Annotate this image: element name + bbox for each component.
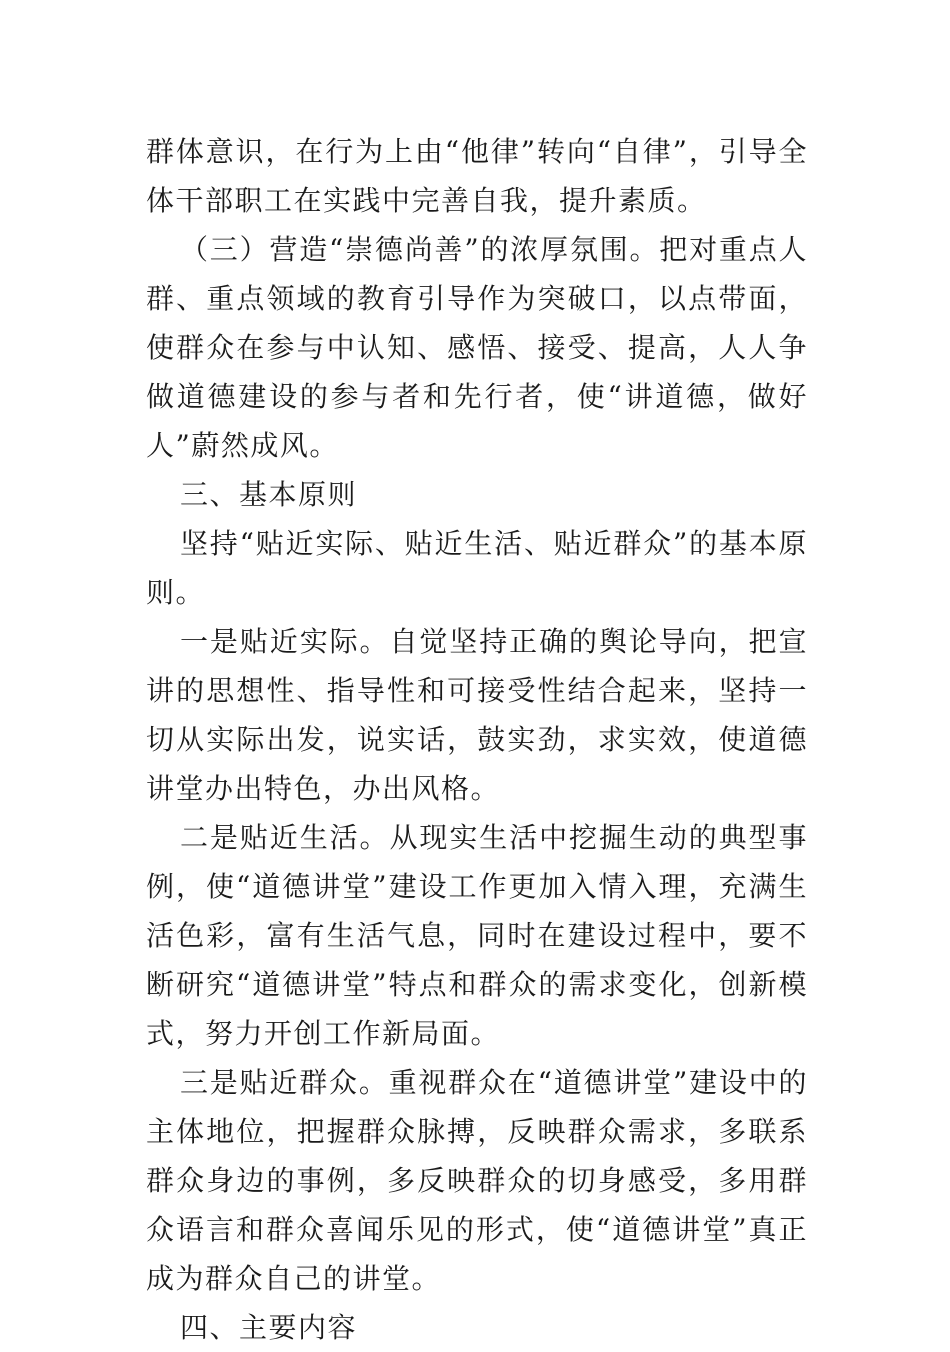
- paragraph-close-to-life: 二是贴近生活。从现实生活中挖掘生动的典型事例，使“道德讲堂”建设工作更加入情入理，充满生活色彩，富有生活气息，同时在建设过程中，要不断研究“道德讲堂”特点和群众的需求变化，创新模式，努力开创工作新局面。: [146, 821, 808, 1050]
- paragraph-principles-summary: 坚持“贴近实际、贴近生活、贴近群众”的基本原则。: [146, 527, 808, 609]
- section-heading-principles: 三、基本原则: [180, 478, 358, 511]
- paragraph-atmosphere: （三）营造“崇德尚善”的浓厚氛围。把对重点人群、重点领域的教育引导作为突破口，以点带面，使群众在参与中认知、感悟、接受、提高，人人争做道德建设的参与者和先行者，使“讲道德，做好人”蔚然成风。: [146, 233, 808, 462]
- section-heading-main-content: 四、主要内容: [180, 1311, 358, 1344]
- paragraph-close-to-masses: 三是贴近群众。重视群众在“道德讲堂”建设中的主体地位，把握群众脉搏，反映群众需求，多联系群众身边的事例，多反映群众的切身感受，多用群众语言和群众喜闻乐见的形式，使“道德讲堂”真正成为群众自己的讲堂。: [146, 1066, 808, 1295]
- paragraph-discipline: 群体意识，在行为上由“他律”转向“自律”，引导全体干部职工在实践中完善自我，提升素质。: [146, 135, 808, 217]
- document-body: [146, 127, 808, 1352]
- paragraph-close-to-reality: 一是贴近实际。自觉坚持正确的舆论导向，把宣讲的思想性、指导性和可接受性结合起来，坚持一切从实际出发，说实话，鼓实劲，求实效，使道德讲堂办出特色，办出风格。: [146, 625, 808, 805]
